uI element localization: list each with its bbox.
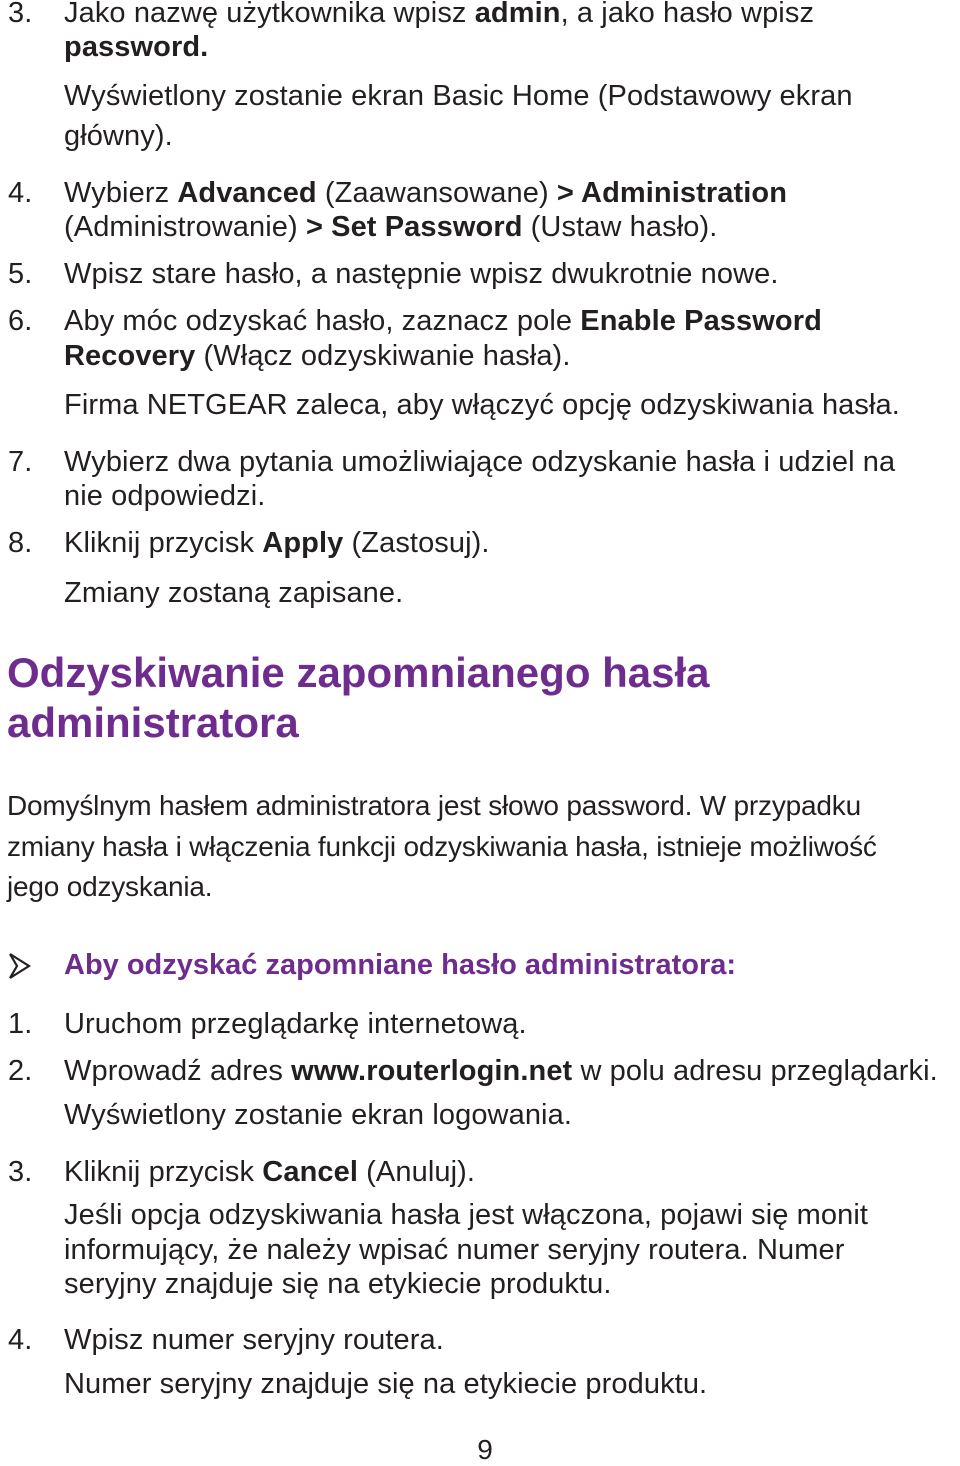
step-text-part: Jako nazwę użytkownika wpisz	[64, 0, 475, 29]
step-note: informujący, że należy wpisać numer seryjny routera. Numer	[64, 1234, 845, 1266]
step-number: 3.	[8, 1156, 33, 1188]
step-note: Firma NETGEAR zaleca, aby włączyć opcję odzyskiwania hasła.	[64, 389, 900, 421]
step-note: Numer seryjny znajduje się na etykiecie produktu.	[64, 1368, 708, 1400]
menu-set-password: > Set Password	[305, 211, 523, 243]
step-note: główny).	[64, 120, 173, 152]
step-text	[64, 210, 717, 244]
step-text: nie odpowiedzi.	[64, 480, 266, 512]
step-number: 5.	[8, 258, 33, 290]
step-text-part: (Włącz odzyskiwanie hasła).	[195, 340, 571, 372]
step-text: Wpisz stare hasło, a następnie wpisz dwukrotnie nowe.	[64, 258, 779, 290]
step-number: 1.	[8, 1008, 33, 1040]
step-number: 4.	[8, 1324, 33, 1356]
option-recovery: Recovery	[64, 340, 196, 372]
step-text-part: Kliknij przycisk	[64, 1156, 263, 1188]
step-text	[64, 1054, 938, 1088]
step-text	[64, 304, 822, 338]
step-text-part: (Ustaw hasło).	[522, 211, 718, 243]
menu-administration: > Administration	[556, 177, 788, 209]
step-number: 8.	[8, 527, 33, 559]
procedure-title: Aby odzyskać zapomniane hasło administratora:	[64, 949, 737, 981]
step-text-part: Kliknij przycisk	[64, 527, 263, 559]
step-text	[64, 0, 814, 30]
option-enable-password: Enable Password	[580, 305, 822, 337]
step-number: 3.	[8, 0, 33, 29]
step-text	[64, 176, 787, 210]
router-url: www.routerlogin.net	[291, 1055, 573, 1087]
step-text	[64, 339, 570, 373]
step-text: Uruchom przeglądarkę internetową.	[64, 1008, 527, 1040]
step-text-part: , a jako hasło wpisz	[560, 0, 815, 29]
step-text-part: (Zaawansowane)	[316, 177, 557, 209]
page-number: 9	[477, 1434, 493, 1465]
section-paragraph: zmiany hasła i włączenia funkcji odzyskiwania hasła, istnieje możliwość	[7, 831, 877, 862]
step-text: Wybierz dwa pytania umożliwiające odzyskanie hasła i udziel na	[64, 446, 896, 478]
step-note: Jeśli opcja odzyskiwania hasła jest włączona, pojawi się monit	[64, 1199, 869, 1231]
step-text-part: Wybierz	[64, 177, 178, 209]
section-paragraph: jego odzyskania.	[7, 871, 213, 902]
apply-label: Apply	[262, 527, 344, 559]
step-text-part: (Anuluj).	[358, 1156, 476, 1188]
step-text: Wpisz numer seryjny routera.	[64, 1324, 444, 1356]
arrow-bullet-icon	[7, 951, 33, 981]
step-note: Wyświetlony zostanie ekran logowania.	[64, 1099, 572, 1131]
section-heading: Odzyskiwanie zapomnianego hasła	[7, 649, 710, 696]
step-number: 6.	[8, 305, 33, 337]
menu-advanced: Advanced	[177, 177, 317, 209]
step-text-part: Aby móc odzyskać hasło, zaznacz pole	[64, 305, 581, 337]
step-note: Wyświetlony zostanie ekran Basic Home (Podstawowy ekran	[64, 80, 853, 112]
section-heading: administratora	[7, 699, 299, 746]
password-value: password	[64, 31, 201, 63]
section-paragraph: Domyślnym hasłem administratora jest słowo password. W przypadku	[7, 790, 861, 821]
step-text-part: (Zastosuj).	[343, 527, 490, 559]
step-text	[64, 526, 490, 560]
step-text	[64, 1155, 475, 1189]
username-value: admin	[474, 0, 561, 29]
cancel-label: Cancel	[262, 1156, 358, 1188]
step-number: 4.	[8, 177, 33, 209]
step-number: 2.	[8, 1055, 33, 1087]
step-number: 7.	[8, 446, 33, 478]
step-text-part: w polu adresu przeglądarki.	[572, 1055, 938, 1087]
step-text-part: (Administrowanie)	[64, 211, 306, 243]
step-note: seryjny znajduje się na etykiecie produktu.	[64, 1268, 612, 1300]
step-text	[64, 30, 208, 64]
step-note: Zmiany zostaną zapisane.	[64, 577, 404, 609]
step-text-part: Wprowadź adres	[64, 1055, 292, 1087]
step-text-part: .	[200, 31, 209, 63]
